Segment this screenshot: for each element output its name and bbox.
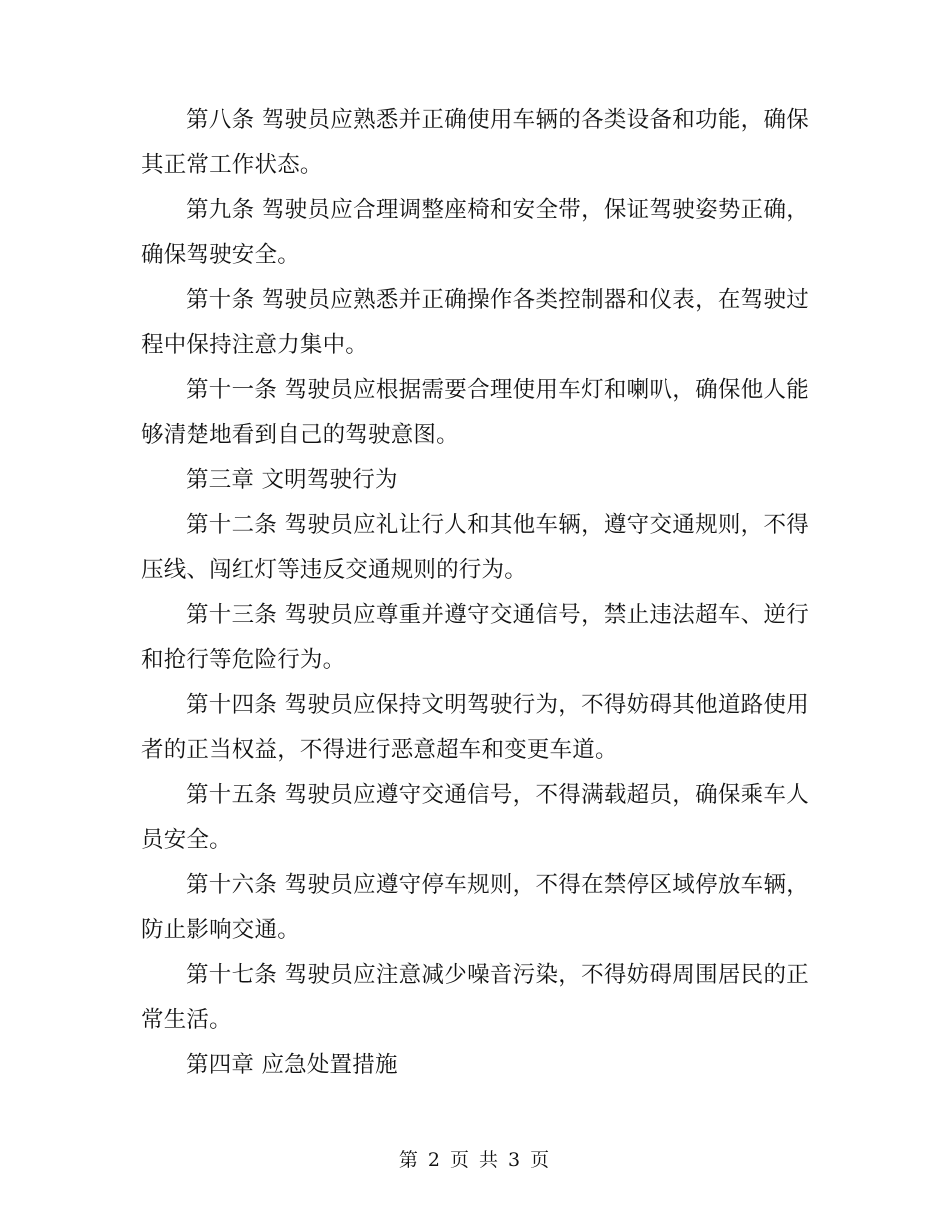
article-8: 第八条 驾驶员应熟悉并正确使用车辆的各类设备和功能，确保其正常工作状态。	[141, 107, 809, 178]
article-13: 第十三条 驾驶员应尊重并遵守交通信号，禁止违法超车、逆行和抢行等危险行为。	[141, 602, 809, 673]
article-16: 第十六条 驾驶员应遵守停车规则，不得在禁停区域停放车辆，防止影响交通。	[141, 872, 809, 943]
article-15: 第十五条 驾驶员应遵守交通信号，不得满载超员，确保乘车人员安全。	[141, 782, 809, 853]
chapter-3-heading: 第三章 文明驾驶行为	[186, 467, 398, 493]
page-number-footer: 第 2 页 共 3 页	[398, 1149, 552, 1171]
article-17: 第十七条 驾驶员应注意减少噪音污染，不得妨碍周围居民的正常生活。	[141, 962, 809, 1033]
document-body	[141, 98, 809, 1088]
chapter-4-heading: 第四章 应急处置措施	[186, 1052, 398, 1078]
article-9: 第九条 驾驶员应合理调整座椅和安全带，保证驾驶姿势正确，确保驾驶安全。	[141, 197, 809, 268]
article-10: 第十条 驾驶员应熟悉并正确操作各类控制器和仪表，在驾驶过程中保持注意力集中。	[141, 287, 809, 358]
article-11: 第十一条 驾驶员应根据需要合理使用车灯和喇叭，确保他人能够清楚地看到自己的驾驶意图。	[141, 377, 809, 448]
article-12: 第十二条 驾驶员应礼让行人和其他车辆，遵守交通规则，不得压线、闯红灯等违反交通规则的行为。	[141, 512, 809, 583]
article-14: 第十四条 驾驶员应保持文明驾驶行为，不得妨碍其他道路使用者的正当权益，不得进行恶意超车和变更车道。	[141, 692, 809, 763]
